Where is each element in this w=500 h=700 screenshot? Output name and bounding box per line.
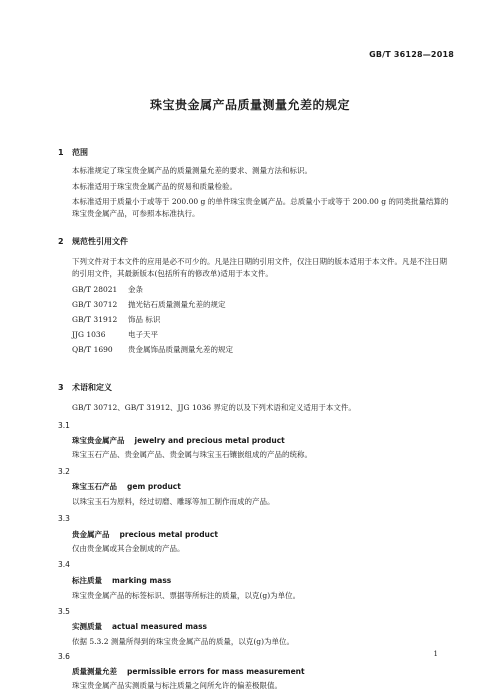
reference-title: 抛光钻石质量测量允差的规定 bbox=[128, 300, 226, 309]
reference-item bbox=[72, 314, 160, 325]
term-name-en: actual measured mass bbox=[112, 622, 208, 631]
reference-code: QB/T 1690 bbox=[72, 345, 113, 354]
term-definition: 珠宝玉石产品、贵金属产品、贵金属与珠宝玉石镶嵌组成的产品的统称。 bbox=[72, 450, 312, 459]
terms-intro: GB/T 30712、GB/T 31912、JJG 1036 界定的以及下列术语和定义适用于本文件。 bbox=[72, 403, 356, 412]
reference-code: GB/T 28021 bbox=[72, 285, 118, 294]
term-definition: 仅由贵金属或其合金制成的产品。 bbox=[72, 544, 185, 553]
reference-item bbox=[72, 299, 226, 310]
term-name-en: permissible errors for mass measurement bbox=[127, 667, 305, 676]
page-number: 1 bbox=[433, 650, 438, 658]
section-number: 2 bbox=[58, 237, 64, 246]
term-name-zh: 珠宝玉石产品 bbox=[72, 482, 117, 491]
term-number: 3.4 bbox=[58, 560, 70, 569]
term-number: 3.2 bbox=[58, 467, 70, 476]
document-title: 珠宝贵金属产品质量测量允差的规定 bbox=[149, 98, 350, 112]
section-3-heading bbox=[58, 382, 112, 393]
reference-item bbox=[72, 329, 158, 340]
term-name-zh: 珠宝贵金属产品 bbox=[72, 436, 125, 445]
term-number: 3.6 bbox=[58, 652, 70, 661]
term-number: 3.3 bbox=[58, 514, 70, 523]
section-number: 3 bbox=[58, 383, 64, 392]
section-1-heading bbox=[58, 147, 88, 158]
term-name-en: marking mass bbox=[112, 576, 172, 585]
section-2-heading bbox=[58, 236, 128, 247]
references-intro: 下列文件对于本文件的应用是必不可少的。凡是注日期的引用文件，仅注日期的版本适用于本文件。凡是不注日期的引用文件，其最新版本(包括所有的修改单)适用于本文件。 bbox=[72, 257, 447, 278]
scope-paragraph-2: 本标准适用于珠宝贵金属产品的贸易和质量检验。 bbox=[72, 182, 237, 191]
reference-title: 饰品 标识 bbox=[128, 315, 161, 324]
term-definition: 依据 5.3.2 测量所得到的珠宝贵金属产品的质量，以克(g)为单位。 bbox=[72, 637, 295, 646]
reference-title: 贵金属饰品质量测量允差的规定 bbox=[128, 345, 233, 354]
term-heading bbox=[72, 529, 218, 540]
standard-code: GB/T 36128—2018 bbox=[369, 50, 454, 59]
term-name-en: precious metal product bbox=[119, 530, 218, 539]
term-name-zh: 质量测量允差 bbox=[72, 667, 117, 676]
section-number: 1 bbox=[58, 148, 64, 157]
section-title: 术语和定义 bbox=[72, 383, 112, 392]
scope-paragraph-1: 本标准规定了珠宝贵金属产品的质量测量允差的要求、测量方法和标识。 bbox=[72, 166, 312, 175]
section-title: 范围 bbox=[72, 148, 88, 157]
term-heading bbox=[72, 435, 285, 446]
term-name-zh: 实测质量 bbox=[72, 622, 102, 631]
term-name-zh: 贵金属产品 bbox=[72, 530, 110, 539]
reference-code: JJG 1036 bbox=[72, 330, 106, 339]
term-heading bbox=[72, 481, 181, 492]
reference-code: GB/T 31912 bbox=[72, 315, 118, 324]
term-number: 3.5 bbox=[58, 607, 70, 616]
scope-paragraph-3: 本标准适用于质量小于或等于 200.00 g 的单件珠宝贵金属产品。总质量小于或等于 200.00 g 的同类批量结算的珠宝贵金属产品，可参照本标准执行。 bbox=[72, 197, 449, 218]
section-title: 规范性引用文件 bbox=[72, 237, 128, 246]
term-definition: 珠宝贵金属产品实测质量与标注质量之间所允许的偏差极限值。 bbox=[72, 681, 282, 690]
term-heading bbox=[72, 666, 305, 677]
term-heading bbox=[72, 575, 171, 586]
term-number: 3.1 bbox=[58, 421, 70, 430]
term-definition: 以珠宝玉石为原料，经过切磨、雕琢等加工制作而成的产品。 bbox=[72, 497, 275, 506]
term-heading bbox=[72, 621, 207, 632]
term-name-en: jewelry and precious metal product bbox=[134, 436, 285, 445]
reference-title: 金条 bbox=[128, 285, 143, 294]
reference-item bbox=[72, 284, 143, 295]
reference-title: 电子天平 bbox=[128, 330, 158, 339]
term-name-zh: 标注质量 bbox=[72, 576, 102, 585]
term-definition: 珠宝贵金属产品的标签标识、票据等所标注的质量，以克(g)为单位。 bbox=[72, 591, 301, 600]
term-name-en: gem product bbox=[127, 482, 181, 491]
reference-item bbox=[72, 344, 233, 355]
reference-code: GB/T 30712 bbox=[72, 300, 118, 309]
